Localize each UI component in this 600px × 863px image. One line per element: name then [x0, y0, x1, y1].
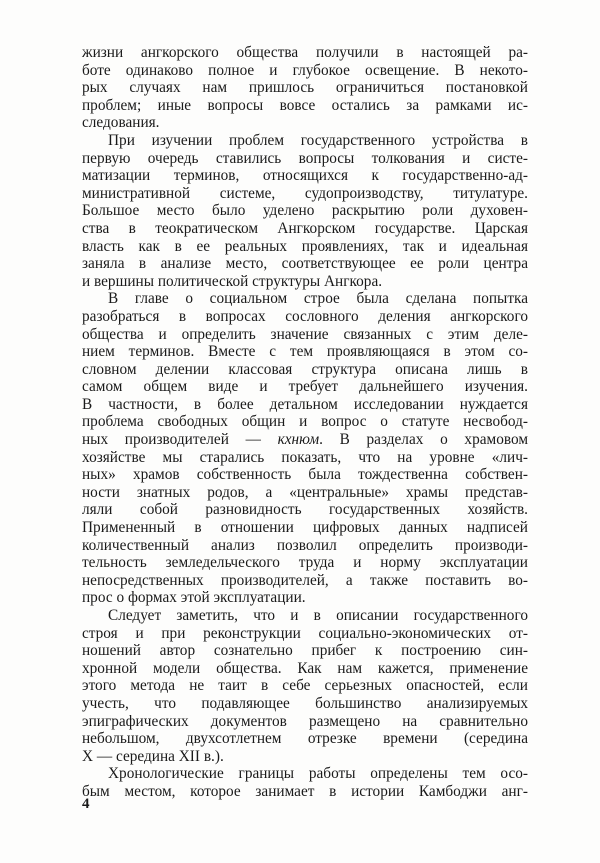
- paragraph: [82, 44, 528, 132]
- text-line: Примененный в отношении цифровых данных надписей: [82, 519, 528, 537]
- text-line: учесть, что подавляющее большинство анализируемых: [82, 694, 528, 712]
- text-line: общества и определить значение связанных с этим деле-: [82, 325, 528, 343]
- paragraph: [82, 132, 528, 290]
- paragraph: [82, 765, 528, 800]
- text-line: эпиграфических документов размещено на сравнительно: [82, 712, 528, 730]
- text-line: непосредственных производителей, а также поставить во-: [82, 571, 528, 589]
- page-number: 4: [82, 796, 90, 812]
- text-line: рых случаях нам пришлось ограничиться постановкой: [82, 79, 528, 97]
- text-line: бым местом, которое занимает в истории Камбоджи анг-: [82, 782, 528, 800]
- text-line: Следует заметить, что и в описании государственного: [108, 607, 528, 624]
- text-line: разобраться в вопросах сословного деления ангкорского: [82, 307, 528, 325]
- text-line: строя и при реконструкции социально-экономических от-: [82, 624, 528, 642]
- text-line: словном делении классовая структура описана лишь в: [82, 360, 528, 378]
- text-line: боте одинаково полное и глубокое освещение. В некото-: [82, 61, 528, 79]
- text-line: ных производителей — кхнюм. В разделах о храмовом: [82, 431, 528, 449]
- text-line: прос о формах этой эксплуатации.: [82, 589, 306, 607]
- text-line: первую очередь ставились вопросы толкования и систе-: [82, 149, 528, 167]
- text-line: этого метода не таит в себе серьезных опасностей, если: [82, 677, 528, 695]
- text-line: Хронологические границы работы определены тем осо-: [108, 765, 528, 783]
- text-line: В главе о социальном строе была сделана попытка: [108, 290, 528, 308]
- text-line: В частности, в более детальном исследовании нуждается: [82, 395, 528, 413]
- text-line: министративной системе, судопроизводству, титулатуре.: [82, 184, 528, 202]
- text-line: жизни ангкорского общества получили в настоящей ра-: [82, 44, 528, 61]
- text-line: При изучении проблем государственного устройства в: [108, 131, 528, 149]
- text-line: количественный анализ позволил определить производи-: [82, 536, 528, 554]
- text-line: ляли собой разновидность государственных хозяйств.: [82, 501, 528, 519]
- text-line: ных» храмов собственность была тождественна собствен-: [82, 466, 528, 484]
- text-line: небольшом, двухсотлетнем отрезке времени (середина: [82, 730, 528, 748]
- text-line: заняла в анализе место, соответствующее ее роли центра: [82, 255, 528, 273]
- text-line: проблем; иные вопросы вовсе остались за рамками ис-: [82, 96, 528, 114]
- text-line: нием терминов. Вместе с тем проявляющаяся в этом со-: [82, 343, 528, 361]
- italic-term: кхнюм: [277, 431, 320, 449]
- paragraph: [82, 290, 528, 607]
- text-line: самом общем виде и требует дальнейшего изучения.: [82, 378, 528, 396]
- text-line: власть как в ее реальных проявлениях, так и идеальная: [82, 237, 528, 255]
- text-line: проблема свободных общин и вопрос о статуте несвобод-: [82, 413, 528, 431]
- text-line: ства в теократическом Ангкорском государстве. Царская: [82, 219, 528, 237]
- text-line: матизации терминов, относящихся к государственно-ад-: [82, 167, 528, 185]
- text-line: Большое место было уделено раскрытию роли духовен-: [82, 202, 528, 220]
- text-line: хозяйстве мы старались показать, что на уровне «лич-: [82, 448, 528, 466]
- text-line: ности знатных родов, а «центральные» храмы представ-: [82, 483, 528, 501]
- text-line: X — середина XII в.).: [82, 747, 224, 765]
- paragraph: [82, 607, 528, 765]
- text-line: и вершины политической структуры Ангкора.: [82, 272, 383, 290]
- text-line: хронной модели общества. Как нам кажется, применение: [82, 659, 528, 677]
- text-line: ношений автор сознательно прибег к построению син-: [82, 642, 528, 660]
- text-line: тельность земледельческого труда и норму эксплуатации: [82, 554, 528, 572]
- body-text: [82, 44, 528, 801]
- text-line: следования.: [82, 114, 160, 132]
